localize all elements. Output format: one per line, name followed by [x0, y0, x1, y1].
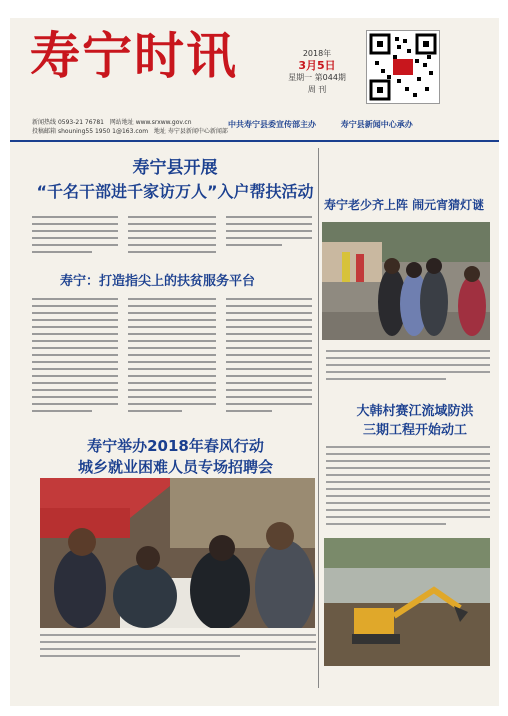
banner-right: 寿宁县新闻中心承办 — [340, 120, 413, 129]
article1-title-line1: 寿宁县开展 — [132, 158, 218, 178]
issue-date: 3月5日 — [298, 59, 336, 72]
masthead-rule — [10, 140, 499, 142]
article3-title-line2: 城乡就业困难人员专场招聘会 — [77, 458, 273, 476]
job-fair-caption — [40, 632, 316, 672]
flood-headline — [340, 402, 490, 440]
address-value: 寿宁县新闻中心新闻部 — [167, 128, 228, 135]
article2-headline: 寿宁：打造指尖上的扶贫服务平台 — [60, 274, 256, 289]
article3-headline — [48, 436, 303, 478]
banner — [228, 118, 497, 132]
phone-value: 0593-21 76781 — [57, 119, 105, 126]
email-value: shouning55 1950 1@163.com — [57, 128, 149, 135]
lantern-headline: 寿宁老少齐上阵 闹元宵猜灯谜 — [324, 198, 485, 212]
issue-weekday: 星期一 第044期 — [288, 73, 346, 82]
flood-title-line2: 三期工程开始动工 — [362, 423, 467, 438]
qr-code — [366, 30, 440, 104]
flood-title-line1: 大韩村赛江流域防洪 — [356, 404, 474, 419]
article1-title-line2: “千名干部进千家访万人”入户帮扶活动 — [36, 182, 314, 201]
site-label: 网站地址 — [109, 119, 134, 126]
email-label: 投稿邮箱 — [32, 128, 57, 135]
lantern-caption — [326, 348, 490, 388]
article3-title-line1: 寿宁举办2018年春风行动 — [87, 437, 264, 455]
phone-label: 新闻热线 — [32, 119, 57, 126]
date-box — [286, 48, 348, 96]
site-value: www.srxww.gov.cn — [135, 119, 192, 126]
issue-frequency: 周 刊 — [307, 85, 327, 94]
lantern-photo — [322, 222, 490, 340]
flood-body — [326, 444, 490, 534]
issue-year: 2018年 — [302, 49, 332, 58]
contact-info — [32, 118, 228, 136]
banner-left: 中共寿宁县委宣传部主办 — [228, 120, 316, 129]
masthead-title: 寿宁时讯 — [30, 26, 238, 85]
column-divider — [318, 148, 319, 688]
excavator-photo — [324, 538, 490, 666]
article1-headline — [30, 156, 320, 204]
article1-body — [32, 214, 312, 266]
article2-body — [32, 296, 312, 426]
address-label: 地址 — [153, 128, 166, 135]
job-fair-photo — [40, 478, 315, 628]
qr-logo-icon — [393, 59, 413, 75]
